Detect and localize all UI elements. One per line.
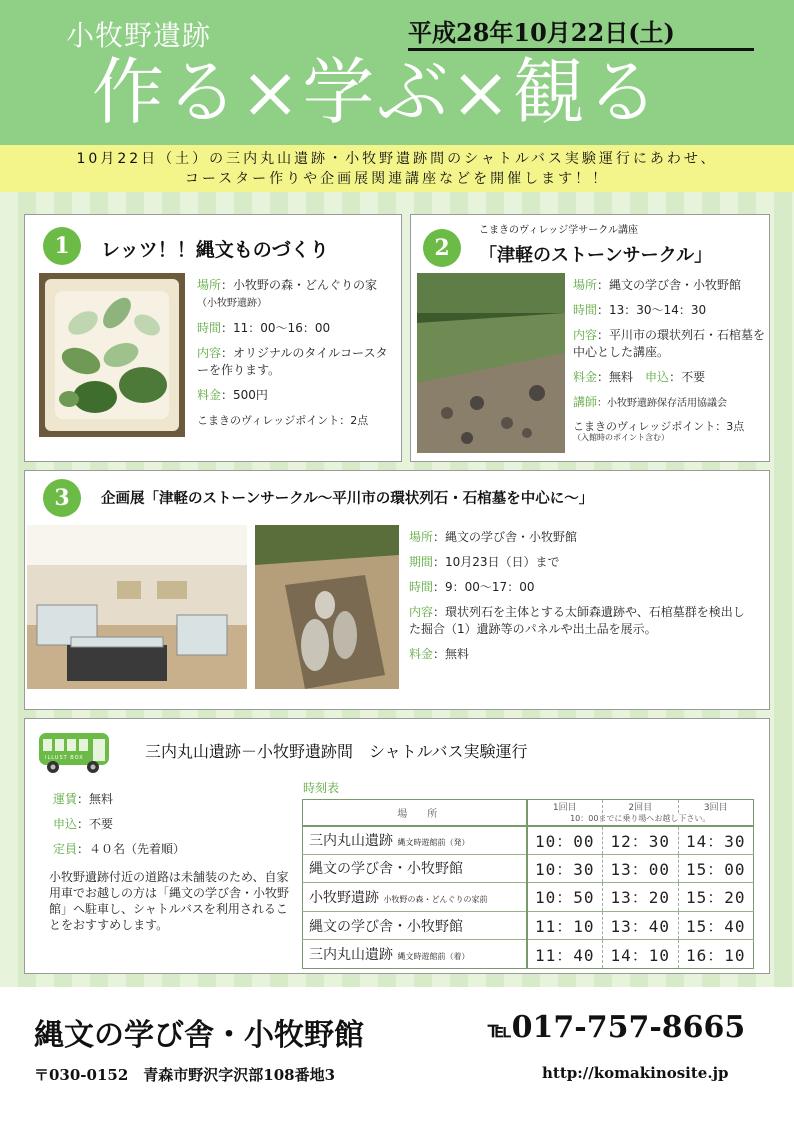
bus-note: 小牧野遺跡付近の道路は未舗装のため、自家用車でお越しの方は「縄文の学び舎・小牧野館」へ駐車し、シャトルバスを利用されることをおすすめします。	[49, 870, 290, 932]
timetable-row	[303, 940, 754, 969]
stop-name: 小牧野遺跡	[309, 889, 379, 906]
fee-label: 料金	[409, 647, 434, 661]
header-banner	[0, 0, 794, 145]
stop-name: 縄文の学び舎・小牧野館	[309, 918, 463, 935]
intro-line-1: 10月22日（土）の三内丸山遺跡・小牧野遺跡間のシャトルバス実験運行にあわせ、	[76, 151, 718, 167]
timetable-row	[303, 911, 754, 940]
timetable-header-1: 1回目	[552, 803, 577, 814]
entry-value: ：不要	[77, 817, 114, 831]
stop-name: 縄文の学び舎・小牧野館	[309, 861, 463, 878]
entry-label: 申込	[53, 817, 78, 831]
event-3-details	[409, 529, 749, 671]
place-label: 場所	[409, 530, 434, 544]
site-name: 小牧野遺跡	[66, 19, 212, 52]
fare-value: ：無料	[77, 792, 114, 806]
timetable-header-2: 2回目	[602, 800, 678, 813]
fare-label: 運賃	[53, 792, 78, 806]
time-cell: 14：30	[678, 826, 753, 855]
time-cell: 13：40	[603, 911, 678, 940]
time-value: ：9：00〜17：00	[433, 580, 535, 594]
main-title: 作る×学ぶ×観る	[92, 50, 661, 134]
capacity-label: 定員	[53, 842, 78, 856]
event-card-2	[410, 214, 770, 462]
time-value: ：11：00〜16：00	[221, 321, 331, 335]
timetable-header-3: 3回目	[678, 800, 754, 813]
event-number-badge: 3	[43, 479, 81, 517]
time-cell: 10：30	[527, 854, 603, 883]
phone-icon: ℡	[488, 1017, 512, 1043]
time-cell: 10：50	[527, 883, 603, 912]
place-label: 場所	[573, 278, 598, 292]
place-value: ：小牧野の森・どんぐりの家	[221, 278, 378, 292]
stop-sub: 縄文時遊館前（着）	[397, 952, 470, 962]
event-title: レッツ！！縄文ものづくり	[101, 239, 329, 261]
content-value: ：平川市の環状列石・石棺墓を中心とした講座。	[573, 328, 766, 359]
lecturer-label: 講師	[573, 395, 598, 409]
village-points: こまきのヴィレッジポイント：2点	[197, 414, 369, 427]
time-cell: 13：20	[603, 883, 678, 912]
content-label: 内容	[197, 346, 222, 360]
bus-sign: ILLUST BOX	[45, 755, 84, 761]
timetable-row	[303, 854, 754, 883]
event-number-badge: 1	[43, 227, 81, 265]
event-card-1	[24, 214, 402, 462]
timetable-header-place: 場 所	[303, 800, 527, 826]
lecturer-value: ：小牧野遺跡保存活用協議会	[597, 398, 728, 409]
time-cell: 15：40	[678, 911, 753, 940]
village-points: こまきのヴィレッジポイント：3点	[573, 420, 745, 433]
event-number-badge: 2	[423, 229, 461, 267]
coaster-photo	[39, 273, 185, 437]
fee-value: ：無料	[433, 647, 470, 661]
intro-line-2: コースター作りや企画展関連講座などを開催します！！	[184, 171, 610, 187]
time-cell: 15：00	[678, 854, 753, 883]
intro-banner	[0, 145, 794, 192]
timetable-header-times	[527, 800, 754, 826]
content-label: 内容	[573, 328, 598, 342]
time-cell: 10：00	[527, 826, 603, 855]
place-value: ：縄文の学び舎・小牧野館	[597, 278, 742, 292]
time-label: 時間	[197, 321, 222, 335]
event-2-details	[573, 277, 767, 443]
content-value: ：環状列石を主体とする太師森遺跡や、石棺墓群を検出した掘合（1）遺跡等のパネルや出土品を展示。	[409, 605, 745, 636]
time-cell: 14：10	[603, 940, 678, 969]
time-label: 時間	[409, 580, 434, 594]
timetable-row	[303, 826, 754, 855]
entry-value: ：不要	[669, 370, 706, 384]
footer-facility-name: 縄文の学び舎・小牧野館	[34, 1018, 364, 1053]
period-value: ：10月23日（日）まで	[433, 555, 560, 569]
footer-url[interactable]: http://komakinosite.jp	[542, 1064, 729, 1082]
stop-sub: 小牧野の森・どんぐりの家前	[383, 894, 488, 904]
burial-site-photo	[255, 525, 399, 689]
footer-phone	[488, 1010, 745, 1045]
stop-name: 三内丸山遺跡	[309, 947, 393, 964]
footer-address: 〒030-0152 青森市野沢字沢部108番地3	[34, 1066, 336, 1084]
time-value: ：13：30〜14：30	[597, 303, 707, 317]
fee-label: 料金	[573, 370, 598, 384]
bus-icon	[37, 729, 111, 775]
place-value: ：縄文の学び舎・小牧野館	[433, 530, 578, 544]
timetable-header-note: 10：00までに乗り場へお越し下さい。	[570, 814, 711, 824]
event-date: 平成28年10月22日(土)	[408, 18, 754, 51]
event-1-details	[197, 277, 397, 437]
time-cell: 11：40	[527, 940, 603, 969]
time-cell: 12：30	[603, 826, 678, 855]
stone-circle-photo	[417, 273, 565, 453]
stop-name: 三内丸山遺跡	[309, 833, 393, 850]
fee-value: ：500円	[221, 388, 268, 402]
period-label: 期間	[409, 555, 434, 569]
capacity-value: ：４０名（先着順）	[77, 842, 186, 856]
time-label: 時間	[573, 303, 598, 317]
content-value: ：オリジナルのタイルコースターを作ります。	[197, 346, 388, 377]
event-title: 「津軽のストーンサークル」	[479, 245, 713, 266]
time-cell: 15：20	[678, 883, 753, 912]
exhibition-hall-photo	[27, 525, 247, 689]
event-card-3	[24, 470, 770, 710]
village-points-note: （入館時のポイント含む）	[573, 433, 669, 442]
fee-label: 料金	[197, 388, 222, 402]
bus-details	[53, 791, 293, 866]
place-note: （小牧野遺跡）	[197, 298, 267, 309]
fee-value: ：無料	[597, 370, 634, 384]
timetable-label: 時刻表	[303, 781, 340, 795]
timetable-row	[303, 883, 754, 912]
entry-label: 申込	[645, 370, 670, 384]
place-label: 場所	[197, 278, 222, 292]
time-cell: 13：00	[603, 854, 678, 883]
stop-sub: 縄文時遊館前（発）	[397, 838, 470, 848]
phone-number: 017-757-8665	[511, 1010, 746, 1045]
event-title: 企画展「津軽のストーンサークル〜平川市の環状列石・石棺墓を中心に〜」	[101, 490, 594, 507]
timetable	[302, 799, 754, 969]
bus-title: 三内丸山遺跡－小牧野遺跡間 シャトルバス実験運行	[145, 742, 528, 761]
time-cell: 11：10	[527, 911, 603, 940]
content-label: 内容	[409, 605, 434, 619]
time-cell: 16：10	[678, 940, 753, 969]
event-subtitle: こまきのヴィレッジ学サークル講座	[479, 225, 638, 236]
